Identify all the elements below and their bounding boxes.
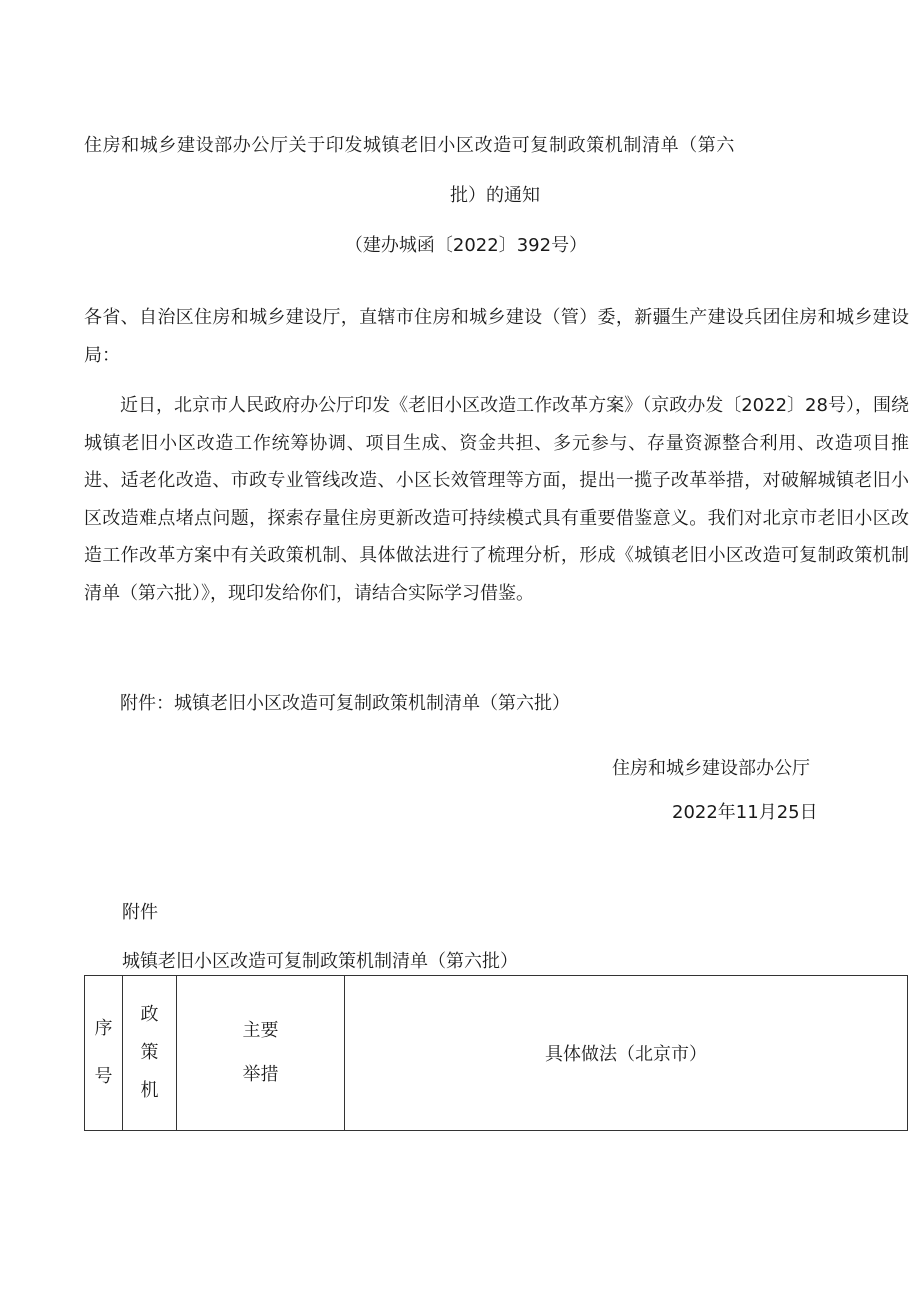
header-policy-char: 政 [140,1004,159,1025]
document-number: （建办城函〔2022〕392号） [344,235,588,256]
document-title-line1: 住房和城乡建设部办公厅关于印发城镇老旧小区改造可复制政策机制清单（第六 [84,135,735,156]
header-measure [177,976,345,1131]
signature-date: 2022年11月25日 [672,802,818,823]
header-practice: 具体做法（北京市） [345,976,908,1131]
header-seq-char: 序 [94,1018,113,1039]
addressee: 各省、自治区住房和城乡建设厅，直辖市住房和城乡建设（管）委，新疆生产建设兵团住房和城乡建设局： [84,307,909,366]
body-paragraph: 近日，北京市人民政府办公厅印发《老旧小区改造工作改革方案》（京政办发〔2022〕28号），围绕城镇老旧小区改造工作统筹协调、项目生成、资金共担、多元参与、存量资源整合利用、改造项目推进、适老化改造、市政专业管线改造、小区长效管理等方面，提出一揽子改革举措，对破解城镇老旧小区改造难点堵点问题，探索存量住房更新改造可持续模式具有重要借鉴意义。我们对北京市老旧小区改造工作改革方案中有关政策机制、具体做法进行了梳理分析，形成《城镇老旧小区改造可复制政策机制清单（第六批）》，现印发给你们，请结合实际学习借鉴。 [84,395,909,604]
header-policy [123,976,177,1131]
appendix-list-title: 城镇老旧小区改造可复制政策机制清单（第六批） [122,951,518,972]
header-seq [85,976,123,1131]
policy-table [84,975,908,1131]
signature-organization: 住房和城乡建设部办公厅 [612,758,810,779]
header-measure-line: 主要 [242,1020,279,1041]
document-title-line2: 批）的通知 [450,185,540,206]
header-policy-char: 机 [140,1080,159,1101]
header-measure-line: 举措 [242,1064,279,1085]
attachment-note: 附件：城镇老旧小区改造可复制政策机制清单（第六批） [120,693,570,714]
header-seq-char: 号 [94,1066,113,1087]
header-policy-char: 策 [140,1042,159,1063]
appendix-label: 附件 [122,902,158,923]
table-header-row [85,976,908,1131]
